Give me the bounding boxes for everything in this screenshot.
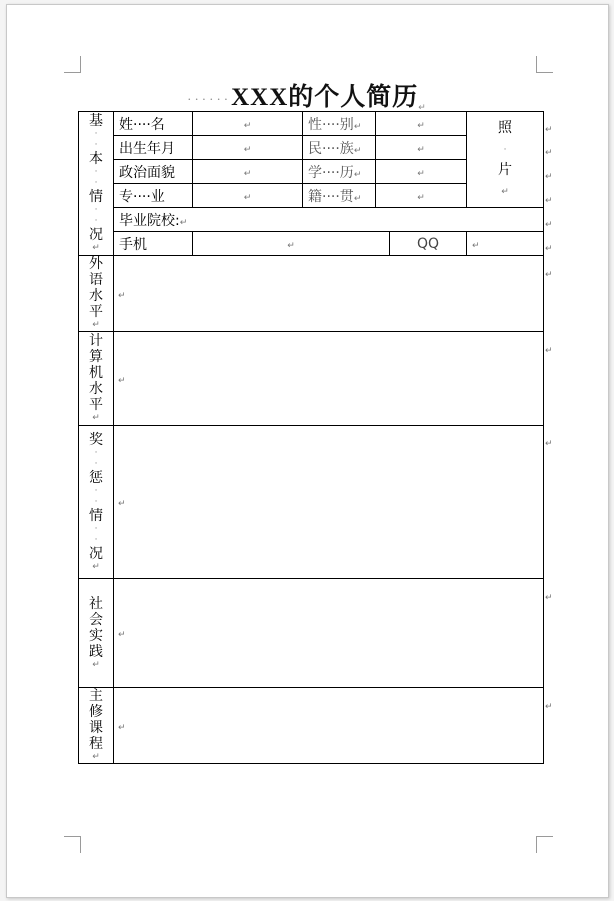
field-phone[interactable]: ↵ [193,232,390,256]
title-text: XXX的个人简历 [231,84,419,111]
content-courses[interactable]: ↵ [114,688,544,764]
label-political-status: 政治面貌 [114,160,193,184]
row-end-mark: ↵ [545,220,553,230]
content-foreign-language[interactable]: ↵ [114,256,544,332]
crop-mark-bottom-right [536,836,553,853]
row-end-mark: ↵ [545,196,553,206]
field-major[interactable]: ↵ [193,184,303,208]
label-birth: 出生年月 [114,136,193,160]
section-computer-skill: 计 算 机 水 平 ↵ [79,332,114,426]
crop-mark-bottom-left [64,836,81,853]
section-awards: 奖 · · 惩 · · 情 · · 况 ↵ [79,426,114,579]
row-end-mark: ↵ [545,270,553,280]
label-phone: 手机 [114,232,193,256]
field-school[interactable]: 毕业院校:↵ [114,208,544,232]
field-qq[interactable]: ↵ [467,232,544,256]
label-ethnicity: 民····族↵ [303,136,376,160]
crop-mark-top-right [536,56,553,73]
field-name[interactable]: ↵ [193,112,303,136]
row-end-mark: ↵ [545,244,553,254]
crop-mark-top-left [64,56,81,73]
section-courses: 主 修 课 程 ↵ [79,688,114,764]
field-ethnicity[interactable]: ↵ [376,136,467,160]
field-education[interactable]: ↵ [376,160,467,184]
title-lead-dots: ······ [187,91,232,107]
field-gender[interactable]: ↵ [376,112,467,136]
label-major: 专····业 [114,184,193,208]
row-end-mark: ↵ [545,148,553,158]
section-foreign-language: 外 语 水 平 ↵ [79,256,114,332]
resume-title: ······XXX的个人简历↵ [187,84,427,112]
section-social-practice: 社 会 实 践 ↵ [79,579,114,688]
content-awards[interactable]: ↵ [114,426,544,579]
row-end-mark: ↵ [545,125,553,135]
resume-table [78,111,544,764]
field-political-status[interactable]: ↵ [193,160,303,184]
row-end-mark: ↵ [545,593,553,603]
label-native-place: 籍····贯↵ [303,184,376,208]
section-basic-info: 基 · · 本 · · 情 · · 况 ↵ [79,112,114,256]
label-education: 学····历↵ [303,160,376,184]
label-qq: QQ [390,232,467,256]
label-school: 毕业院校: [119,212,180,229]
field-native-place[interactable]: ↵ [376,184,467,208]
row-end-mark: ↵ [545,439,553,449]
content-computer-skill[interactable]: ↵ [114,332,544,426]
label-name: 姓····名 [114,112,193,136]
photo-box[interactable]: 照 · 片 ↵ [467,112,544,208]
field-birth[interactable]: ↵ [193,136,303,160]
content-social-practice[interactable]: ↵ [114,579,544,688]
row-end-mark: ↵ [545,346,553,356]
row-end-mark: ↵ [545,172,553,182]
label-gender: 性····别↵ [303,112,376,136]
row-end-mark: ↵ [545,702,553,712]
